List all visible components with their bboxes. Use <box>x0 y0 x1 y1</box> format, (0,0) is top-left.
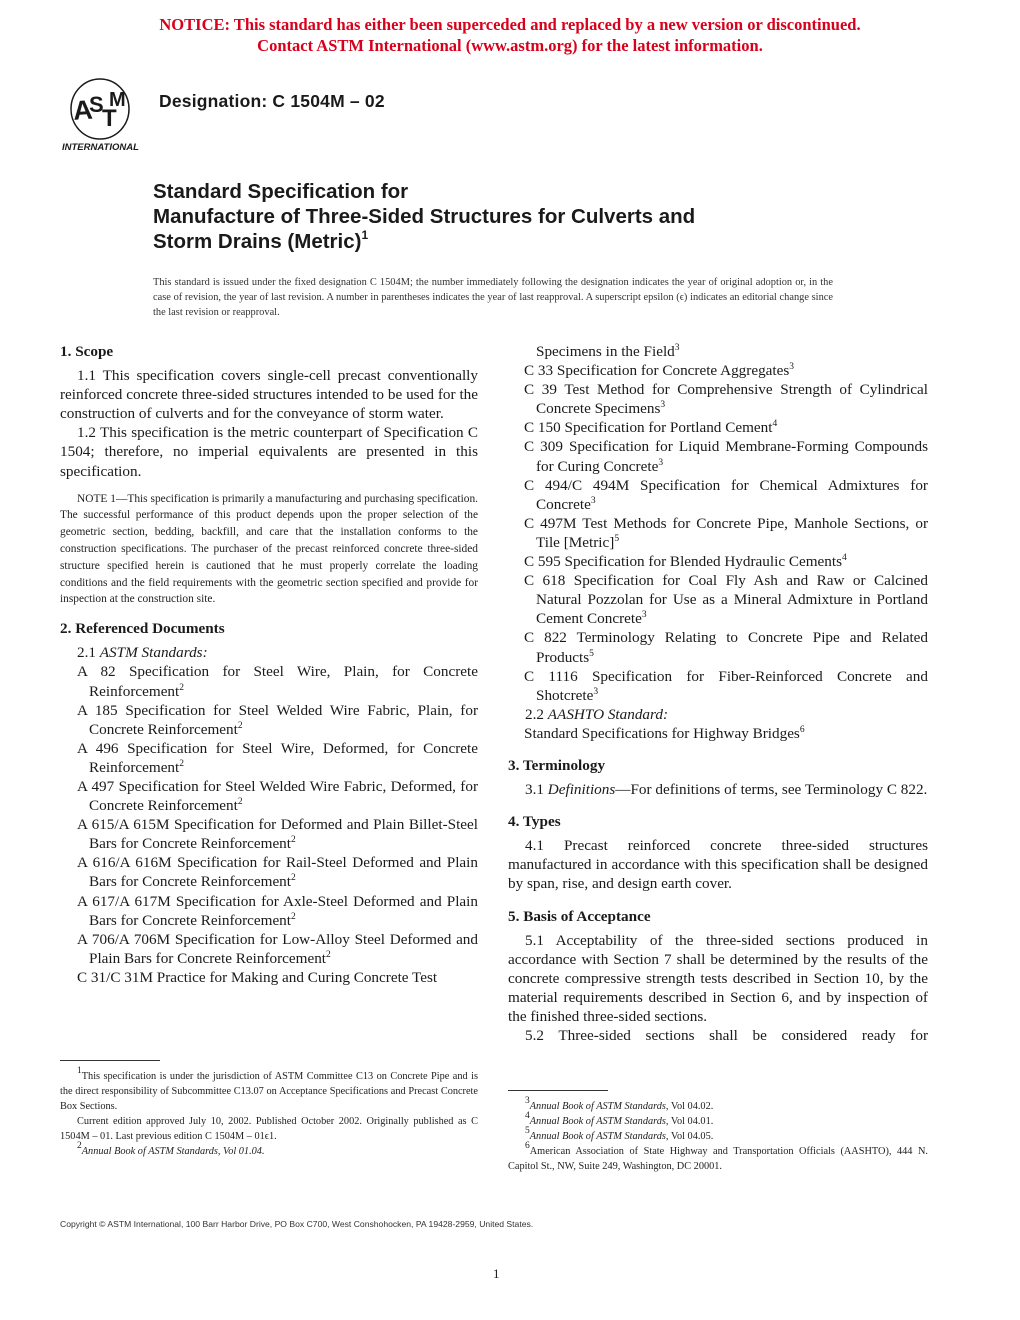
note-1: NOTE 1—This specification is primarily a manufacturing and purchasing specification. The successful performance of this product depends upon the proper selection of the geometric section, bedding, backfill, and care that the installation conforms to the construction specifications. The purchaser of the precast reinforced concrete three-sided structure specified herein is cautioned that he must properly correlate the loading conditions and the field requirements with the geometric section specified and provide for inspection at the construction site. <box>60 492 478 606</box>
reference-item: A 706/A 706M Specification for Low-Alloy Steel Deformed and Plain Bars for Concrete Reinforcement$^2$ <box>77 930 478 967</box>
reference-footnote-mark: 3 <box>641 610 647 621</box>
svg-text:INTERNATIONAL: INTERNATIONAL <box>62 142 139 153</box>
footnote-6: $^6$American Association of State Highway and Transportation Officials (AASHTO), 444 N. Capitol St., NW, Suite 249, Washington, DC 20001. <box>508 1140 928 1172</box>
svg-text:T: T <box>102 105 117 132</box>
reference-item: C 150 Specification for Portland Cement$^4$ <box>524 419 778 437</box>
reference-item: A 82 Specification for Steel Wire, Plain, for Concrete Reinforcement$^2$ <box>77 663 478 700</box>
footnote-4: $^4$Annual Book of ASTM Standards, Vol 04.01. <box>525 1110 714 1127</box>
issued-notice: This standard is issued under the fixed designation C 1504M; the number immediately following the designation indicates the year of original adoption or, in the case of revision, the year of last revision. A number in parentheses indicates the year of last reapproval. A superscript epsilon (ϵ) indicates an editorial change since the last revision or reapproval. <box>153 277 833 319</box>
reference-item: C 595 Specification for Blended Hydraulic Cements$^4$ <box>524 553 847 571</box>
reference-item: A 497 Specification for Steel Welded Wire Fabric, Deformed, for Concrete Reinforcement$^2$ <box>77 777 478 815</box>
reference-item: A 616/A 616M Specification for Rail-Steel Deformed and Plain Bars for Concrete Reinforcement$^2$ <box>77 854 478 891</box>
notice-line-1: NOTICE: This standard has either been superceded and replaced by a new version or discontinued. <box>159 15 861 34</box>
footnote-3: $^3$Annual Book of ASTM Standards, Vol 04.02. <box>525 1096 714 1112</box>
reference-item: C 497M Test Methods for Concrete Pipe, Manhole Sections, or Tile [Metric]$^5$ <box>524 514 928 551</box>
reference-footnote-mark: 2 <box>291 835 296 846</box>
footnote-5: $^5$Annual Book of ASTM Standards, Vol 04.05. <box>525 1125 714 1142</box>
reference-footnote-mark: 4 <box>772 419 778 430</box>
reference-footnote-mark: 2 <box>291 873 296 884</box>
document-title <box>153 179 853 254</box>
aashto-reference: Standard Specifications for Highway Bridges$^6$ <box>524 724 805 742</box>
svg-text:A: A <box>72 94 94 126</box>
para-2-2: 2.2 AASHTO Standard: <box>525 705 669 723</box>
reference-item: C 31/C 31M Practice for Making and Curing Concrete Test <box>77 968 438 986</box>
reference-item: C 33 Specification for Concrete Aggregates$^3$ <box>524 362 795 380</box>
reference-footnote-mark: 2 <box>291 911 296 922</box>
para-5-1: 5.1 Acceptability of the three-sided sections produced in accordance with Section 7 shall be determined by the results of the concrete compressive strength tests described in Section 10, by the material requirements described in Section 6, and by inspection of the finished three-sided sections. <box>508 931 928 1025</box>
para-5-2: 5.2 Three-sided sections shall be considered ready for <box>525 1027 928 1045</box>
section-2-heading: 2. Referenced Documents <box>60 620 225 638</box>
footnote-rule-left <box>60 1060 160 1061</box>
reference-item: A 615/A 615M Specification for Deformed and Plain Billet-Steel Bars for Concrete Reinforcement$^2$ <box>77 816 478 853</box>
svg-text:M: M <box>109 89 126 111</box>
para-2-1: 2.1 ASTM Standards: <box>77 644 208 662</box>
para-4-1: 4.1 Precast reinforced concrete three-sided structures manufactured in accordance with this specification shall be designed by span, rise, and design earth cover. <box>508 837 928 893</box>
reference-footnote-mark: 2 <box>237 720 243 731</box>
reference-footnote-mark: 3 <box>658 457 664 468</box>
reference-item: C 1116 Specification for Fiber-Reinforced Concrete and Shotcrete$^3$ <box>524 667 928 704</box>
reference-footnote-mark: 2 <box>179 682 184 693</box>
reference-item: A 617/A 617M Specification for Axle-Steel Deformed and Plain Bars for Concrete Reinforcement$^2$ <box>77 892 478 929</box>
title-line-3: Storm Drains (Metric)$^1$ <box>153 228 369 253</box>
section-4-heading: 4. Types <box>508 813 561 831</box>
reference-item: C 39 Test Method for Comprehensive Strength of Cylindrical Concrete Specimens$^3$ <box>524 381 928 418</box>
footnote-1-edition: Current edition approved July 10, 2002. Published October 2002. Originally published as C 1504M – 01. Last previous edition C 1504M – 01ϵ1. <box>60 1115 478 1142</box>
footnote-2: $^2$Annual Book of ASTM Standards, Vol 01.04. <box>77 1140 265 1157</box>
right-reference-list <box>508 342 928 705</box>
left-column <box>60 342 478 987</box>
page-number: 1 <box>493 1266 500 1281</box>
para-1-2: 1.2 This specification is the metric counterpart of Specification C 1504; therefore, no imperial equivalents are presented in this specification. <box>60 424 478 480</box>
right-column <box>508 342 928 1045</box>
astm-logo <box>60 76 146 154</box>
reference-item: A 496 Specification for Steel Wire, Deformed, for Concrete Reinforcement$^2$ <box>77 739 478 776</box>
reference-footnote-mark: 2 <box>326 949 331 960</box>
left-footnotes <box>60 1066 478 1159</box>
reference-item: C 822 Terminology Relating to Concrete Pipe and Related Products$^5$ <box>524 629 928 666</box>
reference-footnote-mark: 3 <box>660 400 666 411</box>
reference-footnote-mark: 5 <box>614 533 620 544</box>
copyright-notice: Copyright © ASTM International, 100 Barr Harbor Drive, PO Box C700, West Conshohocken, PA 19428-2959, United States. <box>60 1219 534 1229</box>
reference-footnote-mark: 3 <box>590 495 596 506</box>
section-5-heading: 5. Basis of Acceptance <box>508 907 651 925</box>
title-line-2: Manufacture of Three-Sided Structures for Culverts and <box>153 205 696 228</box>
reference-item: A 185 Specification for Steel Welded Wire Fabric, Plain, for Concrete Reinforcement$^2$ <box>77 701 478 738</box>
footnote-1: $^1$This specification is under the jurisdiction of ASTM Committee C13 on Concrete Pipe and is the direct responsibility of Subcommittee C13.07 on Acceptance Specifications and Precast Concrete Box Sections. <box>60 1066 478 1112</box>
para-1-1: 1.1 This specification covers single-cell precast conventionally reinforced concrete three-sided structures intended to be used for the construction of culverts and for the conveyance of storm water. <box>60 367 478 423</box>
reference-item: C 309 Specification for Liquid Membrane-Forming Compounds for Curing Concrete$^3$ <box>524 438 928 475</box>
title-footnote-mark: 1 <box>361 228 369 242</box>
reference-continuation: Specimens in the Field$^3$ <box>536 343 680 360</box>
reference-footnote-mark: 2 <box>237 797 243 808</box>
reference-footnote-mark: 3 <box>593 686 599 697</box>
footnote-rule-right <box>508 1090 608 1091</box>
left-reference-list <box>60 662 478 987</box>
section-1-heading: 1. Scope <box>60 343 114 360</box>
reference-footnote-mark: 5 <box>589 648 594 659</box>
reference-footnote-mark: 3 <box>789 362 795 373</box>
reference-footnote-mark: 4 <box>842 553 847 564</box>
reference-footnote-mark: 2 <box>179 758 184 769</box>
right-footnotes <box>508 1096 928 1175</box>
section-3-heading: 3. Terminology <box>508 756 606 774</box>
para-3-1: 3.1 Definitions—For definitions of terms, see Terminology C 822. <box>525 781 928 799</box>
reference-item: C 618 Specification for Coal Fly Ash and Raw or Calcined Natural Pozzolan for Use as a Mineral Admixture in Portland Cement Concrete$^3$ <box>524 572 928 628</box>
reference-item: C 494/C 494M Specification for Chemical Admixtures for Concrete$^3$ <box>524 476 928 513</box>
title-line-1: Standard Specification for <box>153 180 409 203</box>
notice-line-2: Contact ASTM International (www.astm.org) for the latest information. <box>257 36 763 55</box>
designation: Designation: C 1504M – 02 <box>159 91 385 111</box>
svg-text:S: S <box>89 92 104 117</box>
